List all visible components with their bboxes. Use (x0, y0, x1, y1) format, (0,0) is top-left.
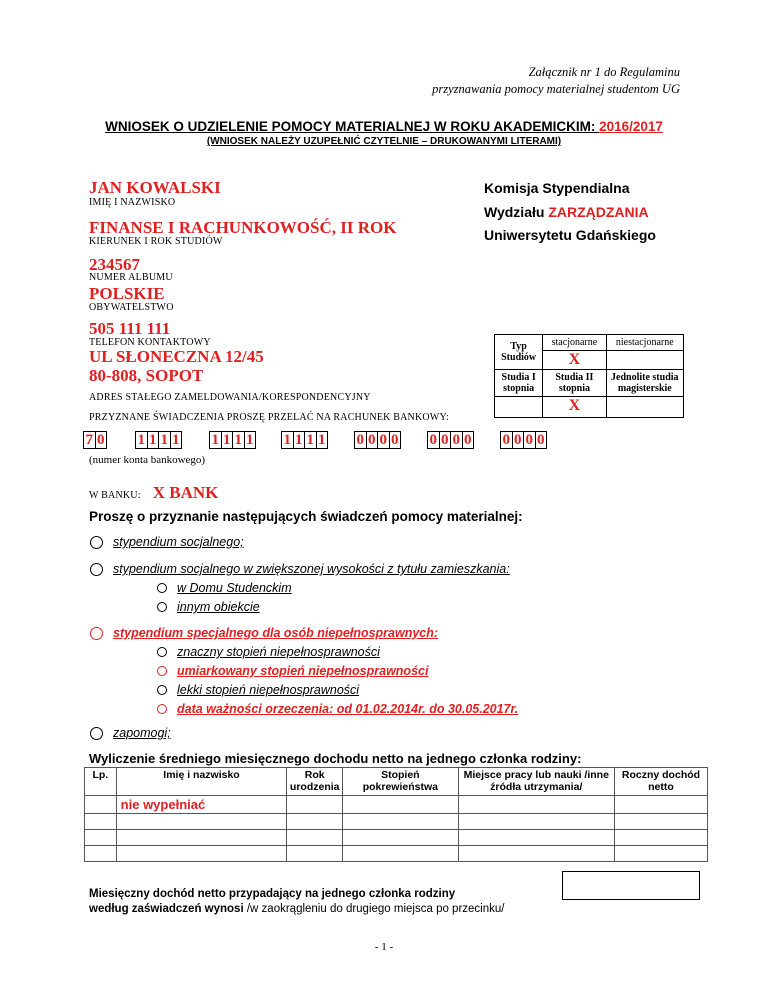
do-not-fill-note: nie wypełniać (116, 796, 287, 814)
account-digit[interactable]: 1 (316, 431, 329, 449)
option-label: znaczny stopień niepełnosprawności (177, 645, 380, 659)
table-row (85, 814, 708, 830)
citizenship: POLSKIE (89, 284, 165, 303)
part-time-mark (606, 351, 683, 370)
address-line1: UL SŁONECZNA 12/45 (89, 347, 264, 366)
account-digit[interactable]: 0 (377, 431, 389, 449)
album-number: 234567 (89, 255, 140, 274)
bank-row (89, 483, 218, 503)
form-subtitle: (WNIOSEK NALEŻY UZUPEŁNIĆ CZYTELNIE – DRUKOWANYMI LITERAMI) (206, 136, 562, 147)
radio-icon[interactable] (157, 704, 167, 714)
account-digit[interactable]: 0 (462, 431, 475, 449)
option-label: data ważności orzeczenia: od 01.02.2014r. do 30.05.2017r. (177, 702, 519, 716)
table-row (85, 830, 708, 846)
col-relationship: Stopień pokrewieństwa (343, 768, 458, 796)
option-label: w Domu Studenckim (177, 581, 292, 595)
account-digit[interactable]: 0 (427, 431, 439, 449)
option-label: stypendium socjalnego; (113, 535, 244, 549)
account-digit[interactable]: 0 (389, 431, 402, 449)
second-degree-label: Studia II stopnia (543, 370, 606, 397)
option-label: stypendium specjalnego dla osób niepełnosprawnych: (113, 626, 439, 640)
field-of-study-label: KIERUNEK I ROK STUDIÓW (89, 236, 223, 247)
account-digit[interactable]: 7 (83, 431, 95, 449)
address (89, 347, 264, 385)
form-title (0, 119, 768, 134)
account-digit[interactable]: 1 (232, 431, 244, 449)
faculty-name: ZARZĄDZANIA (548, 203, 649, 220)
applicant-name: JAN KOWALSKI (89, 178, 221, 197)
study-type-table (494, 334, 684, 418)
option-other-building[interactable] (157, 600, 260, 614)
part-time-label: niestacjonarne (606, 335, 683, 351)
full-time-mark: X (543, 351, 606, 370)
option-label: zapomogi; (113, 726, 171, 740)
first-degree-mark (495, 397, 543, 418)
account-digit[interactable]: 0 (535, 431, 548, 449)
monthly-income-line1: Miesięczny dochód netto przypadający na jednego członka rodziny (89, 888, 456, 900)
account-digit[interactable]: 0 (366, 431, 378, 449)
option-label: stypendium socjalnego w zwiększonej wysokości z tytułu zamieszkania: (113, 562, 510, 576)
table-row (85, 846, 708, 862)
addressee-line1: Komisja Stypendialna (484, 180, 630, 196)
first-degree-label: Studia I stopnia (495, 370, 543, 397)
field-of-study: FINANSE I RACHUNKOWOŚĆ, II ROK (89, 218, 397, 237)
monthly-income-box[interactable] (562, 871, 700, 900)
option-allowance[interactable] (90, 726, 171, 740)
option-label: innym obiekcie (177, 600, 260, 614)
monthly-income-line2-bold: według zaświadczeń wynosi (89, 903, 244, 915)
option-mild-disability[interactable] (157, 683, 359, 697)
account-digit[interactable]: 1 (244, 431, 257, 449)
radio-icon[interactable] (90, 627, 103, 640)
study-type-label: Typ Studiów (495, 335, 543, 370)
attachment-line1: Załącznik nr 1 do Regulaminu (528, 65, 680, 79)
addressee-line2: Wydziału (484, 203, 549, 220)
option-label: lekki stopień niepełnosprawności (177, 683, 360, 697)
account-digit[interactable]: 1 (147, 431, 159, 449)
radio-icon[interactable] (90, 536, 103, 549)
phone-label: TELEFON KONTAKTOWY (89, 337, 211, 348)
income-heading: Wyliczenie średniego miesięcznego dochodu netto na jednego członka rodziny: (89, 751, 582, 766)
account-group-4 (281, 431, 328, 449)
radio-icon[interactable] (157, 666, 167, 676)
account-digit[interactable]: 0 (523, 431, 535, 449)
attachment-line2: przyznawania pomocy materialnej studentom UG (432, 82, 680, 96)
radio-icon[interactable] (157, 602, 167, 612)
applicant-name-label: IMIĘ I NAZWISKO (89, 197, 176, 208)
family-income-table (84, 767, 708, 862)
account-group-5 (354, 431, 401, 449)
bank-label: W BANKU: (89, 490, 141, 501)
uniform-masters-label: Jednolite studia magisterskie (606, 370, 683, 397)
form-title-main: WNIOSEK O UDZIELENIE POMOCY MATERIALNEJ W ROKU AKADEMICKIM: (105, 119, 600, 134)
col-annual-income: Roczny dochód netto (614, 768, 707, 796)
option-severe-disability[interactable] (157, 645, 380, 659)
account-group-7 (500, 431, 547, 449)
col-lp: Lp. (85, 768, 117, 796)
uniform-masters-mark (606, 397, 683, 418)
account-digit[interactable]: 1 (293, 431, 305, 449)
col-birth-year: Rok urodzenia (287, 768, 343, 796)
addressee-line3: Uniwersytetu Gdańskiego (484, 227, 656, 243)
second-degree-mark: X (543, 397, 606, 418)
bank-name: X BANK (152, 483, 219, 502)
account-group-1 (83, 431, 107, 449)
radio-icon[interactable] (157, 685, 167, 695)
account-digit[interactable]: 1 (158, 431, 170, 449)
option-moderate-disability[interactable] (157, 664, 428, 678)
account-group-6 (427, 431, 474, 449)
monthly-income-line2-rest: /w zaokrągleniu do drugiego miejsca po przecinku/ (243, 903, 505, 915)
addressee (484, 177, 656, 248)
citizenship-label: OBYWATELSTWO (89, 302, 174, 313)
option-disability-scholarship[interactable] (90, 626, 438, 640)
address-label: ADRES STAŁEGO ZAMELDOWANIA/KORESPONDENCYJNY (89, 392, 371, 403)
account-digit[interactable]: 0 (450, 431, 462, 449)
radio-icon[interactable] (157, 583, 167, 593)
radio-icon[interactable] (90, 563, 103, 576)
request-heading: Proszę o przyznanie następujących świadczeń pomocy materialnej: (89, 509, 523, 524)
table-row (85, 796, 708, 814)
account-group-2 (135, 431, 182, 449)
account-digit[interactable]: 0 (512, 431, 524, 449)
account-digit[interactable]: 0 (354, 431, 366, 449)
account-digit[interactable]: 0 (439, 431, 451, 449)
account-digit[interactable]: 1 (304, 431, 316, 449)
transfer-label: PRZYZNANE ŚWIADCZENIA PROSZĘ PRZELAĆ NA RACHUNEK BANKOWY: (89, 412, 449, 423)
radio-icon[interactable] (157, 647, 167, 657)
address-line2: 80-808, SOPOT (89, 366, 204, 385)
option-label: umiarkowany stopień niepełnosprawności (177, 664, 429, 678)
account-group-3 (209, 431, 256, 449)
account-digit[interactable]: 1 (281, 431, 293, 449)
col-name: Imię i nazwisko (116, 768, 287, 796)
certificate-validity[interactable] (157, 702, 518, 716)
option-social-increased[interactable] (90, 562, 510, 576)
phone-number: 505 111 111 (89, 319, 171, 338)
monthly-income-text (89, 887, 504, 917)
account-digit[interactable]: 0 (95, 431, 108, 449)
account-digit[interactable]: 1 (170, 431, 183, 449)
attachment-header (432, 64, 680, 98)
page-number: - 1 - (374, 941, 394, 953)
account-digit[interactable]: 1 (135, 431, 147, 449)
col-work-place: Miejsce pracy lub nauki /inne źródła utrzymania/ (458, 768, 614, 796)
radio-icon[interactable] (90, 727, 103, 740)
account-note: (numer konta bankowego) (89, 454, 206, 466)
full-time-label: stacjonarne (543, 335, 606, 351)
option-social-scholarship[interactable] (90, 535, 244, 549)
option-dormitory[interactable] (157, 581, 292, 595)
account-digit[interactable]: 0 (500, 431, 512, 449)
album-number-label: NUMER ALBUMU (89, 272, 173, 283)
form-title-year: 2016/2017 (599, 119, 663, 134)
account-digit[interactable]: 1 (221, 431, 233, 449)
account-digit[interactable]: 1 (209, 431, 221, 449)
